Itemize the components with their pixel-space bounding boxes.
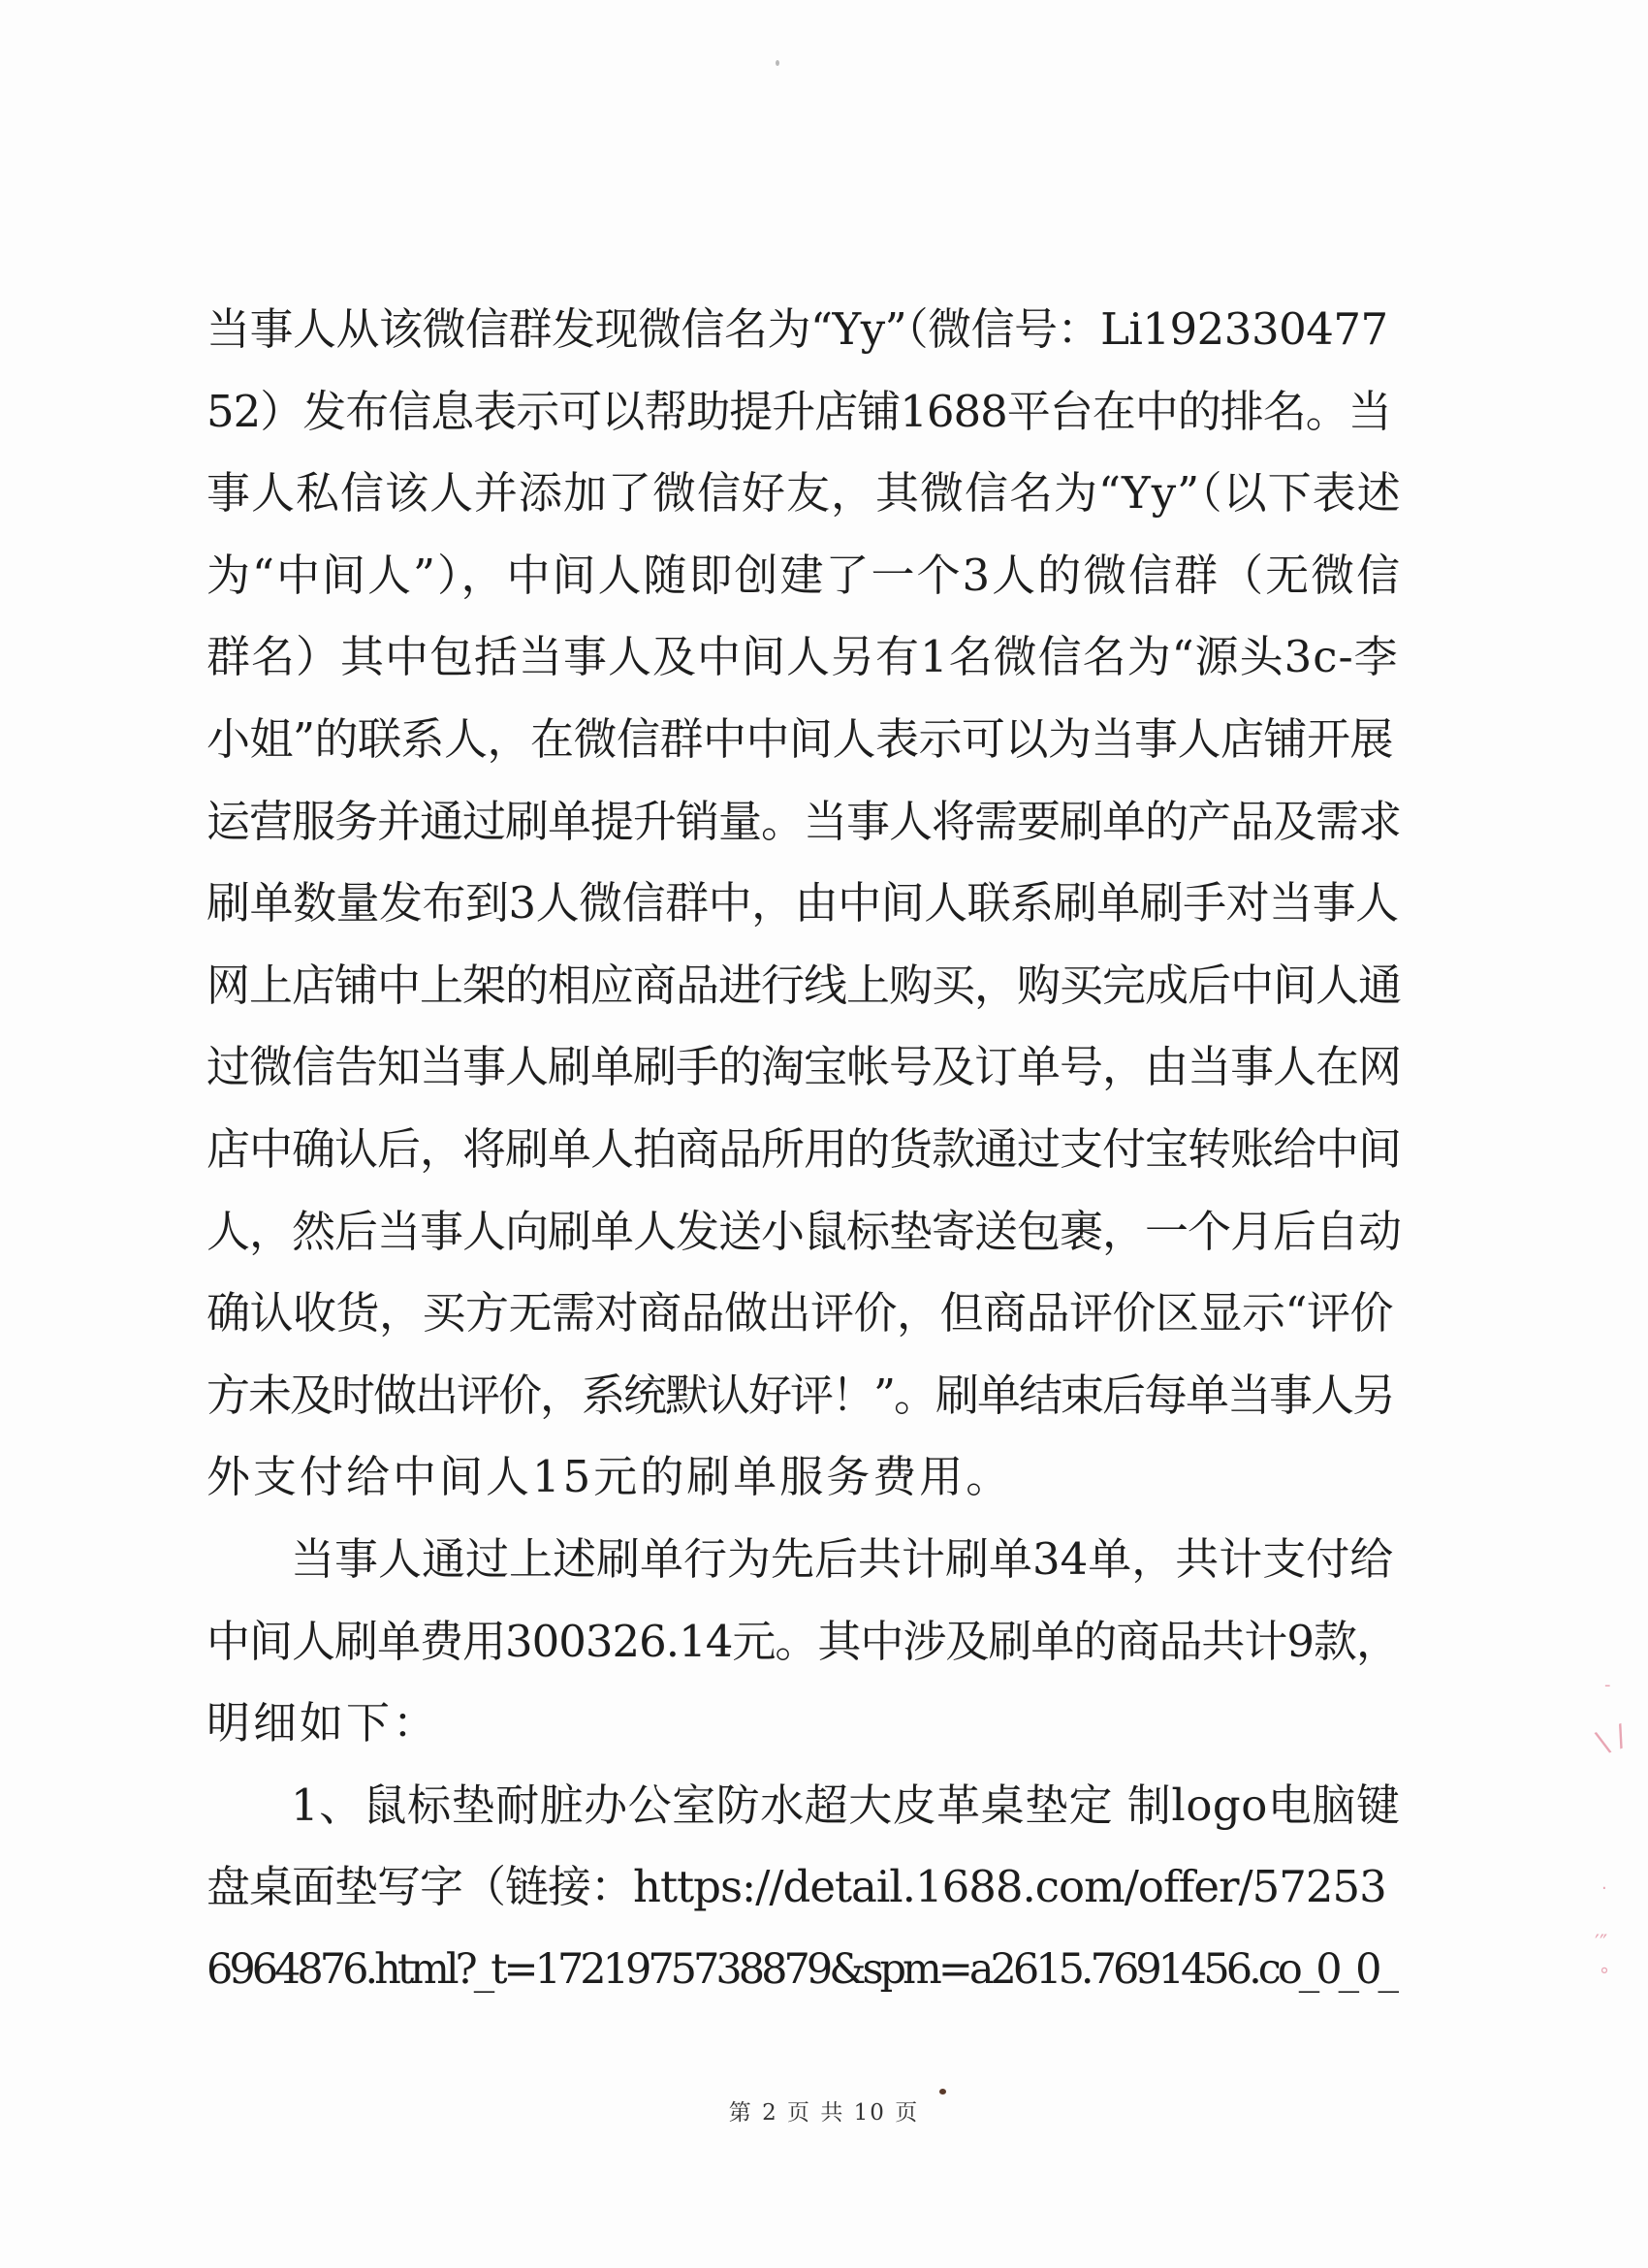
page-number-footer: 第 2 页 共 10 页 (728, 2100, 920, 2126)
text-line: 6964876.html?_t=1721975738879&spm=a2615.7691456.co_0_0_ (206, 1944, 1395, 1994)
text-line: 当事人从该微信群发现微信名为“Yy”（微信号：Li192330477 (206, 303, 1388, 355)
document-body (206, 289, 1404, 2010)
text-line: 中间人刷单费用300326.14元。其中涉及刷单的商品共计9款， (206, 1615, 1399, 1667)
text-line: 网上店铺中上架的相应商品进行线上购买，购买完成后中间人通 (206, 959, 1402, 1011)
text-line: 盘桌面垫写字（链接：https://detail.1688.com/offer/57253 (206, 1861, 1386, 1913)
text-line: 确认收货，买方无需对商品做出评价，但商品评价区显示“评价 (206, 1287, 1394, 1339)
list-item-first-line: 1、鼠标垫耐脏办公室防水超大皮革桌垫定 制logo电脑键 (291, 1779, 1401, 1831)
text-line: 方未及时做出评价，系统默认好评！”。刷单结束后每单当事人另 (206, 1369, 1395, 1421)
text-line: 明细如下： (206, 1697, 440, 1749)
seal-bleed-mark: \ / (1592, 1717, 1632, 1761)
seal-bleed-mark: ° (1600, 1964, 1609, 1987)
text-line: 事人私信该人并添加了微信好友，其微信名为“Yy”（以下表述 (206, 467, 1402, 520)
text-line: 群名）其中包括当事人及中间人另有1名微信名为“源头3c-李 (206, 631, 1399, 683)
text-line: 过微信告知当事人刷单刷手的淘宝帐号及订单号，由当事人在网 (206, 1041, 1402, 1093)
seal-bleed-mark: - (1604, 1675, 1611, 1695)
seal-bleed-mark: · (1601, 1878, 1607, 1899)
paragraph-first-line: 当事人通过上述刷单行为先后共计刷单34单，共计支付给 (291, 1532, 1394, 1585)
text-line: 人，然后当事人向刷单人发送小鼠标垫寄送包裹，一个月后自动 (206, 1205, 1402, 1257)
seal-bleed-mark: ′″ (1595, 1932, 1608, 1956)
text-line: 52）发布信息表示可以帮助提升店铺1688平台在中的排名。当 (206, 385, 1391, 437)
text-line: 小姐”的联系人，在微信群中中间人表示可以为当事人店铺开展 (206, 712, 1394, 765)
text-line: 刷单数量发布到3人微信群中，由中间人联系刷单刷手对当事人 (206, 877, 1399, 929)
text-line: 店中确认后，将刷单人拍商品所用的货款通过支付宝转账给中间 (206, 1122, 1402, 1175)
text-line: 运营服务并通过刷单提升销量。当事人将需要刷单的产品及需求 (206, 795, 1402, 847)
scan-speck (776, 60, 779, 66)
text-line: 外支付给中间人15元的刷单服务费用。 (206, 1451, 1013, 1503)
text-line: 为“中间人”），中间人随即创建了一个3人的微信群（无微信 (206, 549, 1403, 601)
